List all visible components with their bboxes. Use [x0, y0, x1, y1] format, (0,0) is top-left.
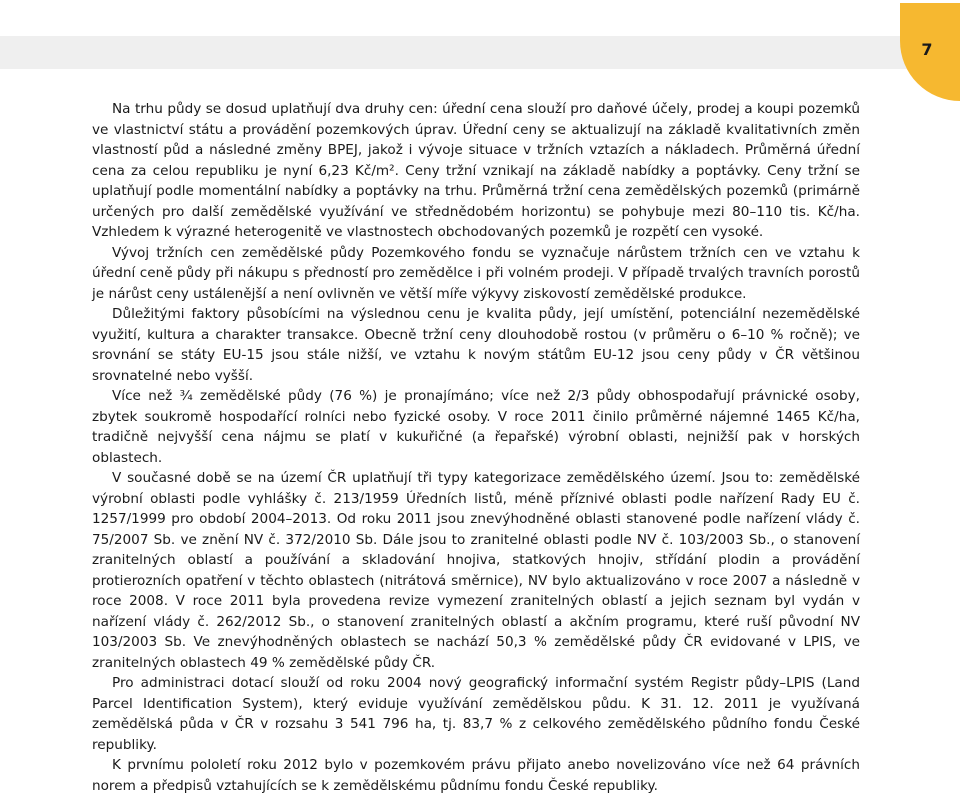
- paragraph-7: K prvnímu pololetí roku 2012 bylo v pozemkovém právu přijato anebo novelizováno více než 64 právních norem a předpisů vztahujících se k zemědělskému půdnímu fondu České republiky.: [92, 757, 860, 794]
- page-number: 7: [921, 40, 933, 59]
- header-band: [0, 36, 960, 69]
- paragraph-3: Důležitými faktory působícími na výslednou cenu je kvalita půdy, její umístění, potenciální nezemědělské využití, kultura a charakter transakce. Obecně tržní ceny dlouhodobě rostou (v průměru o 6–10 % ročně); ve srovnání se státy EU-15 jsou stále nižší, ve vztahu k novým státům EU-12 jsou ceny půdy v ČR většinou srovnatelné nebo vyšší.: [92, 306, 860, 384]
- paragraph-4: Více než ¾ zemědělské půdy (76 %) je pronajímáno; více než 2/3 půdy obhospodařují právnické osoby, zbytek soukromě hospodařící rolníci nebo fyzické osoby. V roce 2011 činilo průměrné nájemné 1465 Kč/ha, tradičně nejvyšší cena nájmu se platí v kukuřičné (a řepařské) výrobní oblasti, nejnižší pak v horských oblastech.: [92, 388, 860, 466]
- body-text: [92, 99, 860, 796]
- paragraph-2: Vývoj tržních cen zemědělské půdy Pozemkového fondu se vyznačuje nárůstem tržních cen ve vztahu k úřední ceně půdy při nákupu s předností pro zemědělce i při volném prodeji. V případě trvalých travních porostů je nárůst ceny ustálenější a není ovlivněn ve větší míře výkyvy ziskovostí zemědělské produkce.: [92, 244, 860, 302]
- paragraph-5: V současné době se na území ČR uplatňují tři typy kategorizace zemědělského území. Jsou to: zemědělské výrobní oblasti podle vyhlášky č. 213/1959 Úředních listů, méně příznivé oblasti podle nařízení Rady EU č. 1257/1999 pro období 2004–2013. Od roku 2011 jsou znevýhodněné oblasti stanovené podle nařízení vlády č. 75/2007 Sb. ve znění NV č. 372/2010 Sb. Dále jsou to zranitelné oblasti podle NV č. 103/2003 Sb., o stanovení zranitelných oblastí a používání a skladování hnojiva, statkových hnojiv, střídání plodin a provádění protierozních opatření v těchto oblastech (nitrátová směrnice), NV bylo aktualizováno v roce 2007 a následně v roce 2008. V roce 2011 byla provedena revize vymezení zranitelných oblastí a jejich seznam byl vydán v nařízení vlády č. 262/2012 Sb., o stanovení zranitelných oblastí a akčním programu, které ruší původní NV 103/2003 Sb. Ve znevýhodněných oblastech se nachází 50,3 % zemědělské půdy ČR evidované v LPIS, ve zranitelných oblastech 49 % zemědělské půdy ČR.: [92, 470, 860, 671]
- paragraph-6: Pro administraci dotací slouží od roku 2004 nový geografický informační systém Registr půdy–LPIS (Land Parcel Identification System), který eviduje využívání zemědělskou půdu. K 31. 12. 2011 je využívaná zemědělská půda v ČR v rozsahu 3 541 796 ha, tj. 83,7 % z celkového zemědělského půdního fondu České republiky.: [92, 675, 860, 753]
- paragraph-1: Na trhu půdy se dosud uplatňují dva druhy cen: úřední cena slouží pro daňové účely, prodej a koupi pozemků ve vlastnictví státu a provádění pozemkových úprav. Úřední ceny se aktualizují na základě kvalitativních změn vlastností půd a následné změny BPEJ, jakož i vývoje situace v tržních vztazích a nákladech. Průměrná úřední cena za celou republiku je nyní 6,23 Kč/m². Ceny tržní vznikají na základě nabídky a poptávky. Ceny tržní se uplatňují podle momentální nabídky a poptávky na trhu. Průměrná tržní cena zemědělských pozemků (primárně určených pro další zemědělské využívání ve střednědobém horizontu) se pohybuje mezi 80–110 tis. Kč/ha. Vzhledem k výrazné heterogenitě ve vlastnostech obchodovaných pozemků je rozpětí cen vysoké.: [92, 101, 860, 240]
